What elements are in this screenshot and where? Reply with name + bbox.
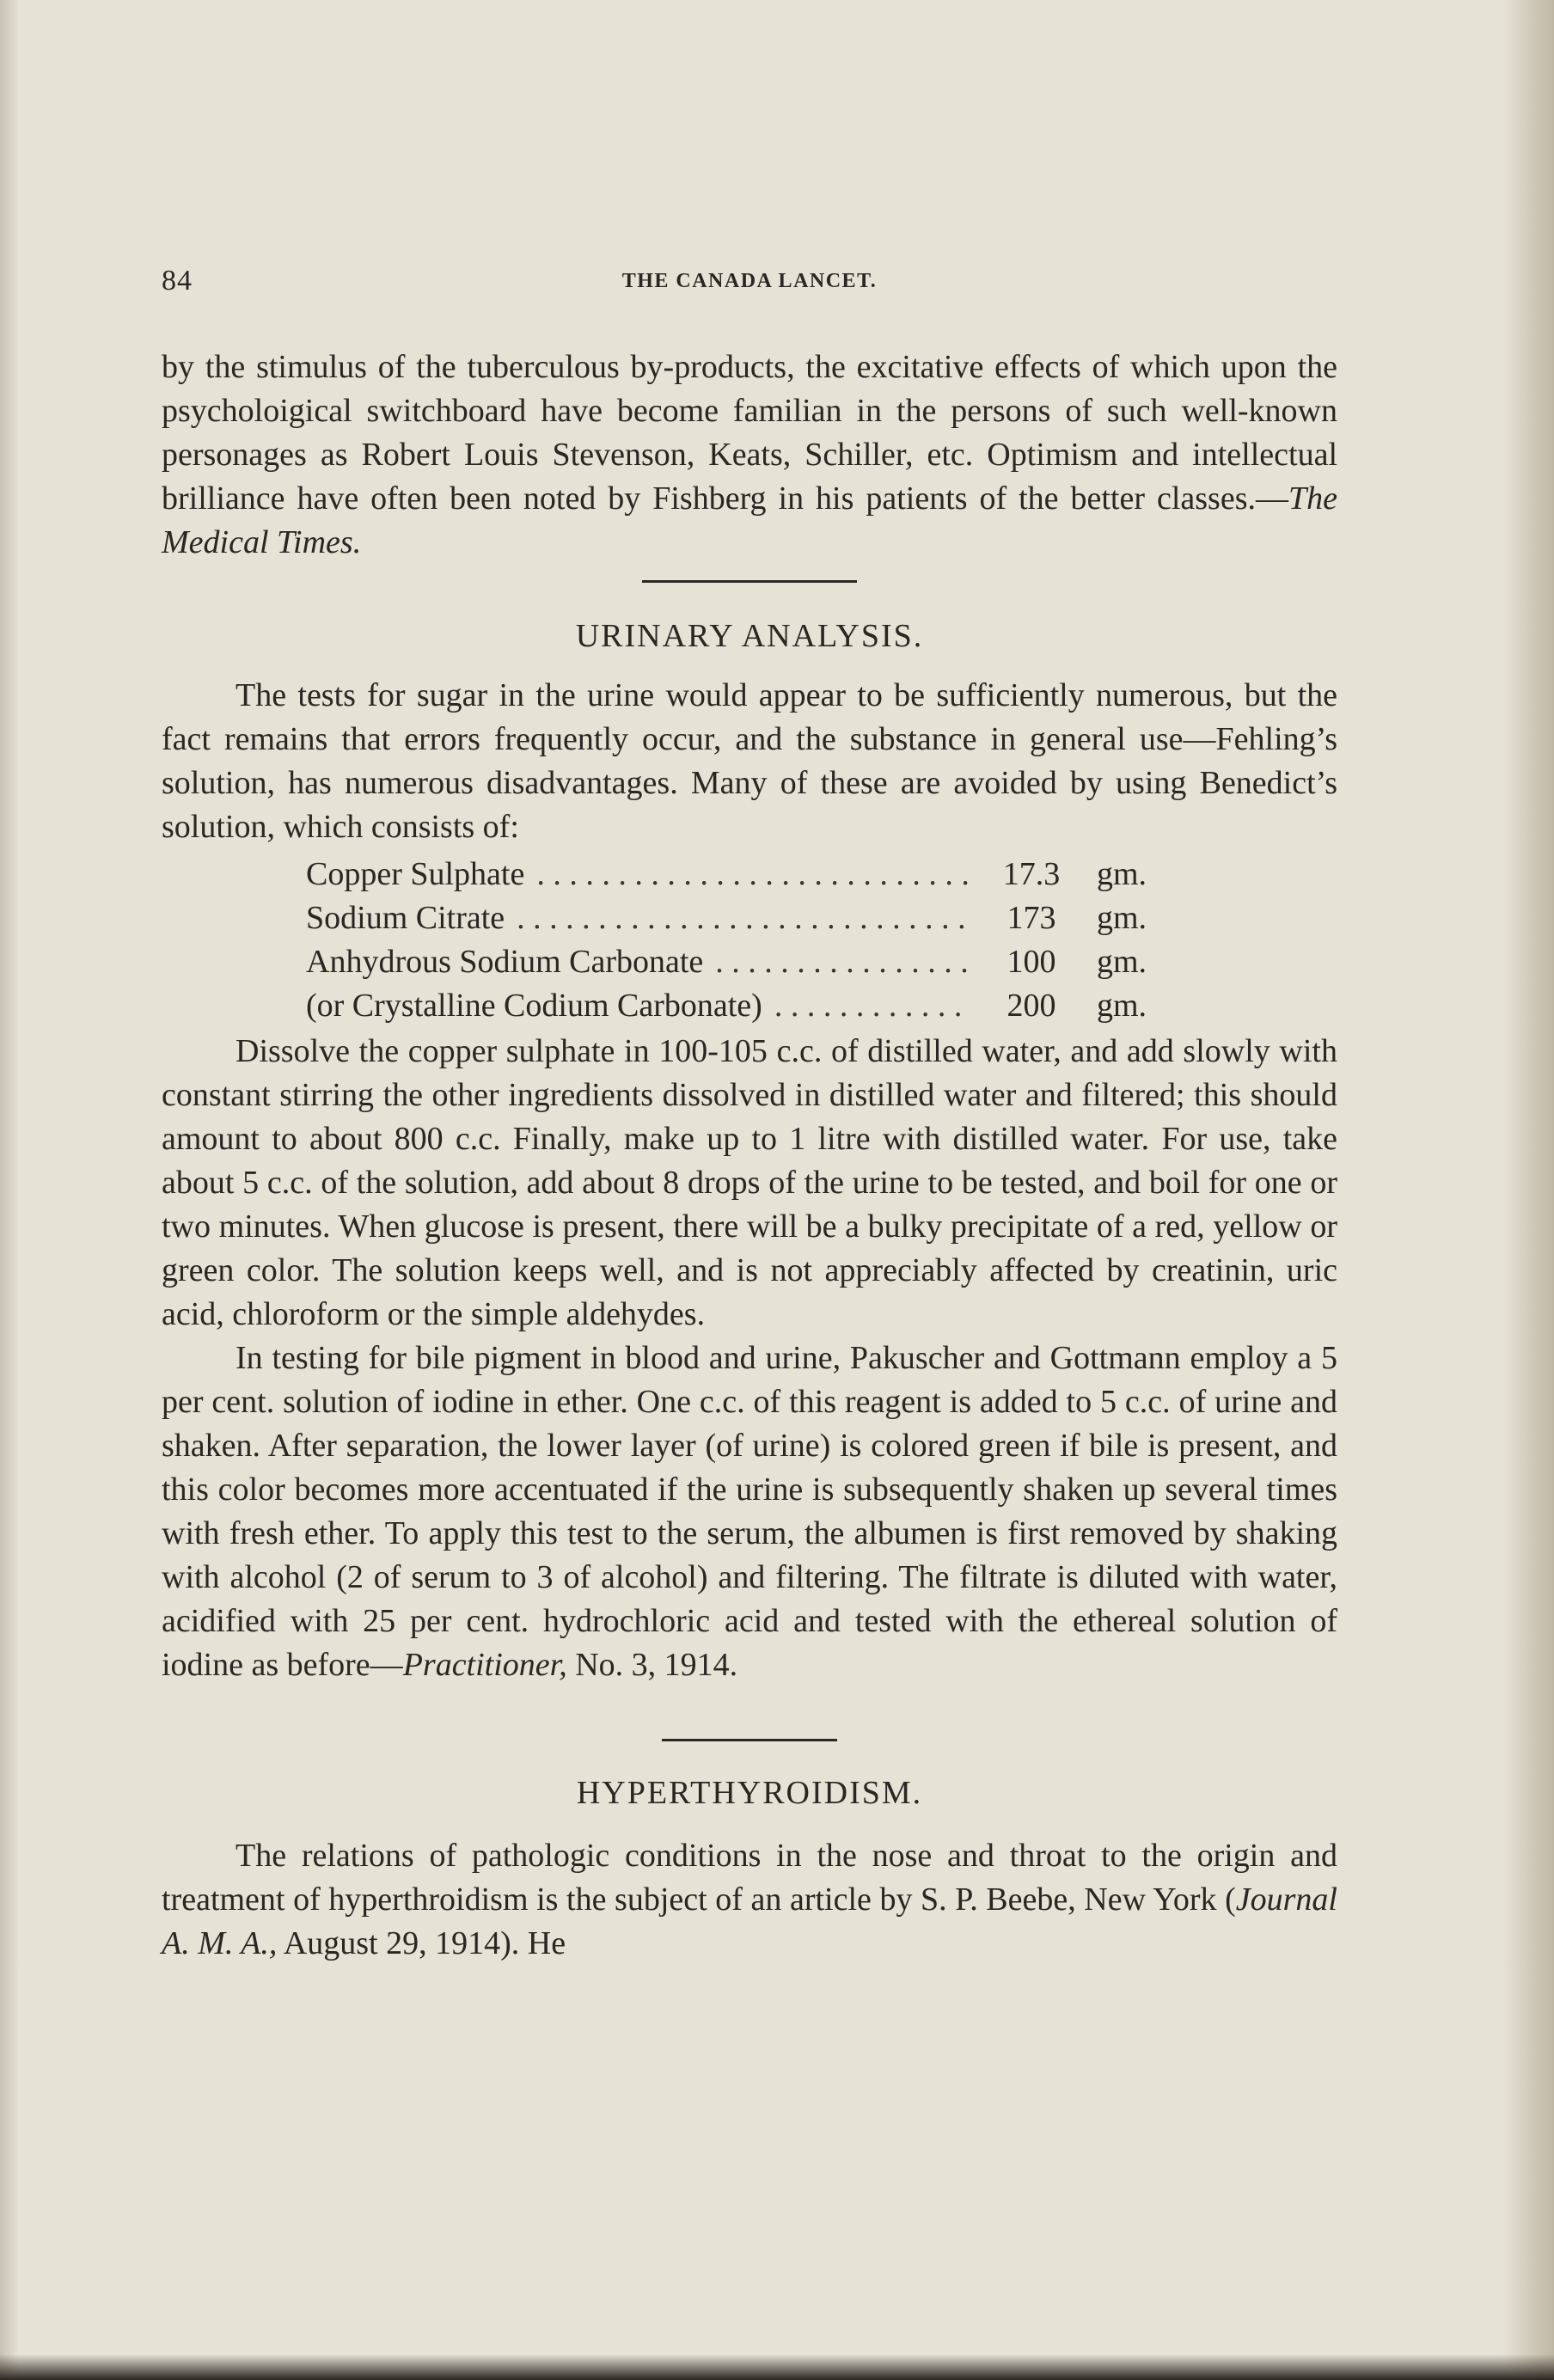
hyper-lead: The relations of pathologic conditions in the nose and throat to the origin and treatment of hyperthroidism is the subject of an article by S. P. Beebe, New York ( — [162, 1838, 1337, 1918]
intro-paragraph — [162, 346, 1337, 565]
recipe-quantity: 200 — [1006, 988, 1056, 1024]
recipe-ingredient: Copper Sulphate — [306, 856, 525, 892]
recipe-unit: gm. — [1097, 900, 1147, 936]
paragraph-3-source: Practitioner, — [402, 1647, 567, 1683]
recipe-ingredient: (or Crystalline Codium Carbonate) — [306, 988, 762, 1024]
recipe-unit: gm. — [1097, 856, 1147, 892]
recipe-row — [306, 896, 1166, 940]
paragraph-3-tail: No. 3, 1914. — [566, 1647, 738, 1683]
leader-dots — [536, 853, 971, 896]
recipe-quantity: 100 — [1006, 944, 1056, 980]
section-divider — [662, 1739, 837, 1741]
recipe-row — [306, 940, 1166, 984]
urinary-paragraph-1: The tests for sugar in the urine would appear to be sufficiently numerous, but the fact remains that errors frequently occur, and the substance in general use—Fehling’s solution, has numerous disadvantages. Many of these are avoided by using Benedict’s solution, which consists of: — [162, 677, 1337, 845]
recipe-row — [306, 984, 1166, 1028]
page-edge-left — [0, 0, 19, 2380]
urinary-paragraph-3 — [162, 1337, 1337, 1687]
intro-source: The Medical Times. — [162, 480, 1337, 560]
recipe-quantity: 17.3 — [1002, 856, 1061, 892]
hyper-journal: Journal A. M. A., — [162, 1881, 1337, 1961]
running-head — [162, 258, 1337, 301]
recipe-list — [306, 853, 1166, 1028]
intro-text: by the stimulus of the tuberculous by-products, the excitative effects of which upon the psycholoigical switchboard have become familian in the persons of such well-known personages as Robert Louis Stevenson, Keats, Schiller, etc. Optimism and intellectual brilliance have often been noted by Fishberg in his patients of the better classes.— — [162, 349, 1337, 517]
urinary-paragraph-2: Dissolve the copper sulphate in 100-105 c.c. of distilled water, and add slowly with constant stirring the other ingredients dissolved in distilled water and filtered; this should amount to about 800 c.c. Finally, make up to 1 litre with distilled water. For use, take about 5 c.c. of the solution, add about 8 drops of the urine to be tested, and boil for one or two minutes. When glucose is present, there will be a bulky precipitate of a red, yellow or green color. The solution keeps well, and is not appreciably affected by creatinin, uric acid, chloroform or the simple aldehydes. — [162, 1033, 1337, 1332]
paragraph-3-text: In testing for bile pigment in blood and urine, Pakuscher and Gottmann employ a 5 per cent. solution of iodine in ether. One c.c. of this reagent is added to 5 c.c. of urine and shaken. After separation, the lower layer (of urine) is colored green if bile is present, and this color becomes more accentuated if the urine is subsequently shaken up several times with fresh ether. To apply this test to the serum, the albumen is first removed by shaking with alcohol (2 of serum to 3 of alcohol) and filtering. The filtrate is diluted with water, acidified with 25 per cent. hydrochloric acid and tested with the ethereal solution of iodine as before— — [162, 1340, 1337, 1683]
page-edge-right — [1502, 0, 1554, 2380]
page-content — [162, 258, 1337, 1966]
section-heading-urinary-analysis: URINARY ANALYSIS. — [575, 618, 924, 654]
recipe-unit: gm. — [1097, 944, 1147, 980]
recipe-ingredient: Sodium Citrate — [306, 900, 505, 936]
section-heading-hyperthyroidism: HYPERTHYROIDISM. — [576, 1775, 923, 1811]
section-divider — [642, 580, 857, 583]
page-number: 84 — [162, 265, 193, 297]
recipe-quantity: 173 — [1006, 900, 1056, 936]
page-edge-bottom — [0, 2354, 1554, 2380]
recipe-unit: gm. — [1097, 988, 1147, 1024]
recipe-ingredient: Anhydrous Sodium Carbonate — [306, 944, 704, 980]
leader-dots — [715, 940, 971, 984]
recipe-row — [306, 853, 1166, 896]
leader-dots — [774, 984, 971, 1028]
hyper-tail: August 29, 1914). He — [277, 1925, 566, 1961]
leader-dots — [517, 896, 971, 940]
journal-title: THE CANADA LANCET. — [621, 270, 878, 292]
hyperthyroidism-paragraph — [162, 1834, 1337, 1966]
